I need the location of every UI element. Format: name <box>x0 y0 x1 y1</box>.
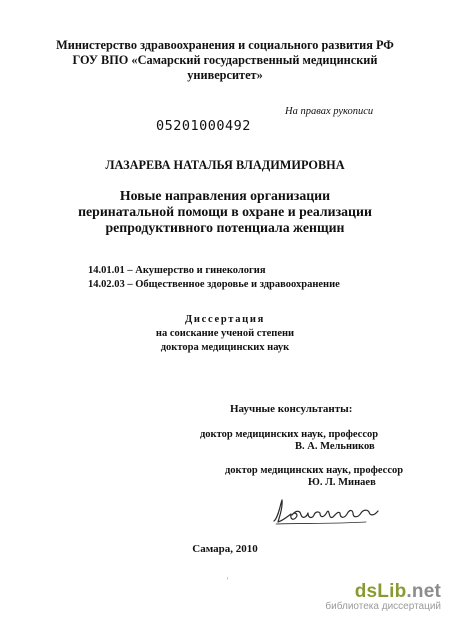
document-code: 05201000492 <box>156 118 251 134</box>
logo-subtitle: библиотека диссертаций <box>325 601 441 612</box>
consultant-1-title: доктор медицинских наук, профессор <box>200 429 379 440</box>
consultants-heading: Научные консультанты: <box>230 403 353 415</box>
title-line-1: Новые направления организации <box>119 188 331 203</box>
consultant-1-name: В. А. Мельников <box>295 441 375 452</box>
ministry-line-2: ГОУ ВПО «Самарский государственный медицинский <box>72 53 378 67</box>
dissertation-title <box>0 188 450 236</box>
dissertation-block <box>0 313 450 355</box>
rights-note: На правах рукописи <box>285 106 374 117</box>
author-name: ЛАЗАРЕВА НАТАЛЬЯ ВЛАДИМИРОВНА <box>105 158 345 172</box>
title-line-2: перинатальной помощи в охране и реализации <box>78 204 372 219</box>
ministry-line-3: университет» <box>187 68 263 82</box>
specialties <box>88 264 340 292</box>
logo-brand <box>355 581 441 603</box>
specialty-2: 14.02.03 – Общественное здоровье и здравоохранение <box>88 279 340 290</box>
consultant-2-title: доктор медицинских наук, профессор <box>225 465 404 476</box>
degree-line: на соискание ученой степени <box>155 328 295 339</box>
dissertation-heading: Диссертация <box>184 314 266 325</box>
logo-brand-part-1: dsLib <box>354 581 407 602</box>
ministry-line-1: Министерство здравоохранения и социального развития РФ <box>56 38 394 52</box>
title-line-3: репродуктивного потенциала женщин <box>105 220 345 235</box>
specialty-1: 14.01.01 – Акушерство и гинекология <box>88 265 266 276</box>
ministry-header <box>0 38 450 83</box>
logo-brand-part-2: .net <box>406 581 441 602</box>
dslib-watermark-logo <box>323 581 441 615</box>
author-signature <box>270 494 382 528</box>
degree-name: доктора медицинских наук <box>160 342 290 353</box>
consultant-2-name: Ю. Л. Минаев <box>308 477 376 488</box>
page-mark: ' <box>227 576 229 585</box>
city-year: Самара, 2010 <box>192 543 258 555</box>
